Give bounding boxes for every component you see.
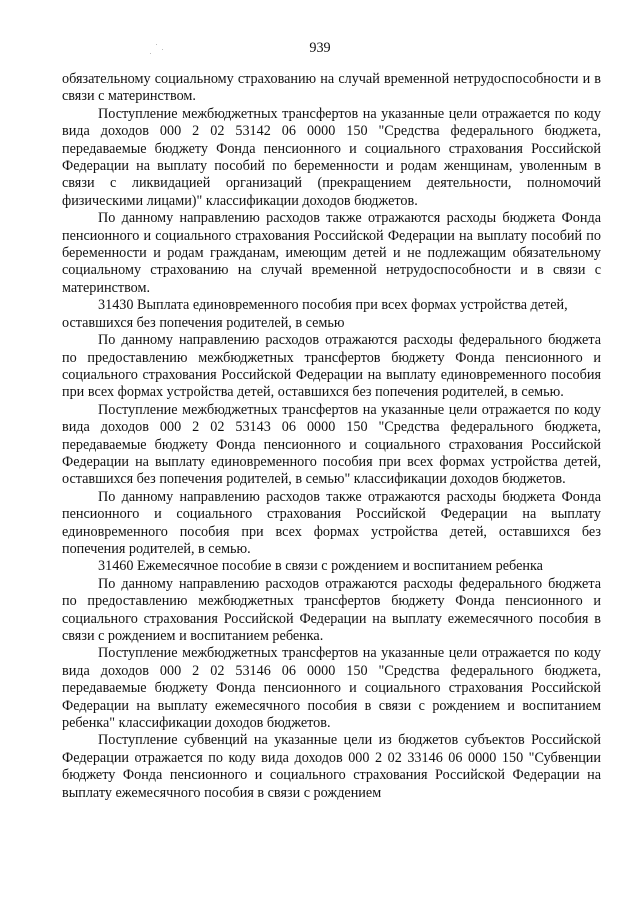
paragraph-continuation: обязательному социальному страхованию на случай временной нетрудоспособности и в связи с материнством. [62,71,601,105]
page-number: 939 [309,40,331,56]
paragraph: По данному направлению расходов также отражаются расходы бюджета Фонда пенсионного и социального страхования Российской Федерации на выплату пособий по беременности и родам гражданам, имеющим детей и не подлежащим обязательному социальному страхованию на случай временной нетрудоспособности и в связи с материнством. [62,210,601,296]
paragraph: По данному направлению расходов отражаются расходы федерального бюджета по предоставлению межбюджетных трансфертов бюджету Фонда пенсионного и социального страхования Российской Федерации на выплату ежемесячного пособия в связи с рождением и воспитанием ребенка. [62,575,601,644]
section-heading-31430: 31430 Выплата единовременного пособия при всех формах устройства детей, оставшихся без попечения родителей, в семью [62,297,568,331]
section-heading-31460: 31460 Ежемесячное пособие в связи с рождением и воспитанием ребенка [98,558,543,575]
paragraph: Поступление межбюджетных трансфертов на указанные цели отражается по коду вида доходов 000 2 02 53146 06 0000 150 "Средства федерального бюджета, передаваемые бюджету Фонда пенсионного и социального страхования Российской Федерации на выплату ежемесячного пособия в связи с рождением и воспитанием ребенка" классификации доходов бюджетов. [62,645,601,732]
paragraph: По данному направлению расходов отражаются расходы федерального бюджета по предоставлению межбюджетных трансфертов бюджету Фонда пенсионного и социального страхования Российской Федерации на выплату единовременного пособия при всех формах устройства детей, оставшихся без попечения родителей, в семью. [62,332,601,401]
paragraph: Поступление межбюджетных трансфертов на указанные цели отражается по коду вида доходов 000 2 02 53142 06 0000 150 "Средства федерального бюджета, передаваемые бюджету Фонда пенсионного и социального страхования Российской Федерации на выплату пособий по беременности и родам женщинам, уволенным в связи с ликвидацией организаций (прекращением деятельности, полномочий физическими лицами)" классификации доходов бюджетов. [62,105,601,209]
paragraph: Поступление межбюджетных трансфертов на указанные цели отражается по коду вида доходов 000 2 02 53143 06 0000 150 "Средства федерального бюджета, передаваемые бюджету Фонда пенсионного и социального страхования Российской Федерации на выплату единовременного пособия при всех формах устройства детей, оставшихся без попечения родителей, в семью" классификации доходов бюджетов. [62,401,601,488]
paragraph: Поступление субвенций на указанные цели из бюджетов субъектов Российской Федерации отражается по коду вида доходов 000 2 02 33146 06 0000 150 "Субвенции бюджету Фонда пенсионного и социального страхования Российской Федерации на выплату ежемесячного пособия в связи с рождением [62,732,601,801]
document-body [62,71,601,802]
paragraph: По данному направлению расходов также отражаются расходы бюджета Фонда пенсионного и социального страхования Российской Федерации на выплату единовременного пособия при всех формах устройства детей, оставшихся без попечения родителей, в семью. [62,488,601,557]
